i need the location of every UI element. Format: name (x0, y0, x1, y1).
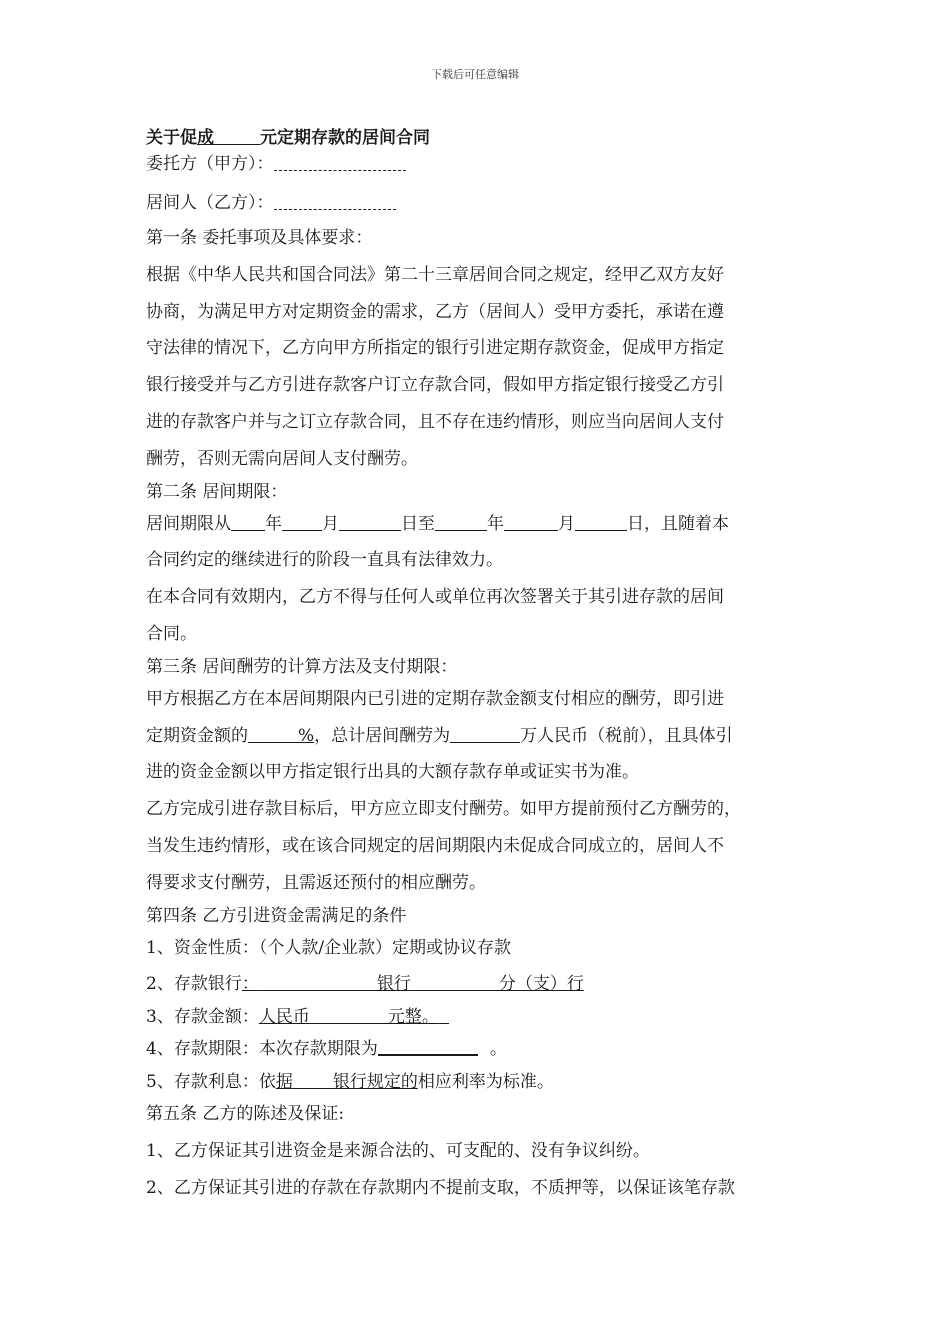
end-month-blank[interactable] (504, 512, 558, 531)
header-note: 下载后可任意编辑 (431, 68, 519, 81)
interest-bank-blank[interactable] (293, 1070, 333, 1089)
paragraph-line: 酬劳，否则无需向居间人支付酬劳。 (146, 448, 418, 469)
period-label: 居间期限从 (146, 513, 231, 534)
interest-according: 据 (275, 1071, 293, 1092)
paragraph-line: 合同约定的继续进行的阶段一直具有法律效力。 (146, 550, 503, 571)
article-3-heading: 第三条 居间酬劳的计算方法及支付期限： (146, 656, 458, 677)
commission-line (146, 718, 808, 755)
currency-label: 万人民币（税前），且具体引 (520, 725, 733, 746)
paragraph-line: 根据《中华人民共和国合同法》第二十三章居间合同之规定，经甲乙双方友好 (146, 264, 724, 285)
paragraph-line: 甲方根据乙方在本居间期限内已引进的定期存款金额支付相应的酬劳，即引进 (146, 688, 724, 709)
party-a-line (146, 150, 808, 178)
paragraph-line: 协商，为满足甲方对定期资金的需求，乙方（居间人）受甲方委托，承诺在遵 (146, 301, 724, 322)
end-year-blank[interactable] (435, 512, 487, 531)
interest-label: 5、存款利息：依 (146, 1071, 276, 1092)
percent-sign: % (298, 725, 315, 746)
bank-label: 2、存款银行 (146, 974, 242, 995)
article-1-heading: 第一条 委托事项及具体要求： (146, 228, 373, 248)
article-4-heading: 第四条 乙方引进资金需满足的条件 (146, 905, 407, 926)
interest-line (146, 1068, 808, 1096)
paragraph-line: 进的存款客户并与之订立存款合同，且不存在违约情形，则应当向居间人支付 (146, 411, 724, 432)
month-label: 月 (322, 513, 339, 534)
percent-blank[interactable] (248, 724, 298, 743)
paragraph-line: 乙方完成引进存款目标后，甲方应立即支付酬劳。如甲方提前预付乙方酬劳的， (146, 799, 741, 820)
amount-label: 3、存款金额： (146, 1007, 259, 1028)
amount-tail-blank (439, 1005, 449, 1024)
party-b-blank[interactable] (274, 191, 396, 210)
term-line (146, 1031, 808, 1068)
period-line (146, 506, 808, 543)
bank-suffix: 银行 (376, 974, 411, 995)
paragraph-line: 当发生违约情形，或在该合同规定的居间期限内未促成合同成立的，居间人不 (146, 835, 724, 856)
amount-currency: 人民币 (258, 1007, 310, 1028)
day-to-label: 日至 (401, 513, 435, 534)
party-a-label: 委托方（甲方）： (146, 154, 274, 174)
guarantee-item: 2、乙方保证其引进的存款在存款期内不提前支取，不质押等，以保证该笔存款 (146, 1177, 735, 1198)
interest-standard: 相应利率为标准。 (417, 1071, 554, 1092)
bank-line (146, 966, 808, 1003)
year-label: 年 (487, 513, 504, 534)
commission-label: 定期资金额的 (146, 725, 248, 746)
title-amount-blank[interactable] (214, 126, 260, 145)
party-b-label: 居间人（乙方）： (146, 193, 274, 213)
start-day-blank[interactable] (339, 512, 401, 531)
title-part-underlined: 成 (197, 128, 214, 148)
amount-blank[interactable] (310, 1005, 388, 1024)
branch-suffix: 分（支）行 (498, 974, 584, 995)
total-label: ，总计居间酬劳为 (314, 725, 451, 746)
paragraph-line: 得要求支付酬劳，且需返还预付的相应酬劳。 (146, 872, 486, 893)
party-b-line (146, 178, 808, 220)
article-5-heading: 第五条 乙方的陈述及保证: (146, 1103, 345, 1124)
title-part: 关于促 (146, 128, 197, 148)
paragraph-line: 进的资金金额以甲方指定银行出具的大额存款存单或证实书为准。 (146, 762, 639, 783)
end-day-blank[interactable] (575, 512, 627, 531)
contract-title (146, 126, 808, 150)
branch-blank[interactable] (411, 972, 499, 991)
contract-body (146, 126, 808, 1206)
interest-bank-rule: 银行规定的 (332, 1071, 418, 1092)
party-a-blank[interactable] (274, 152, 406, 171)
total-blank[interactable] (450, 724, 520, 743)
bank-colon: ： (241, 974, 259, 995)
term-blank[interactable] (378, 1036, 478, 1056)
day-label: 日，且随着本 (627, 513, 729, 534)
condition-item: 1、资金性质：（个人款/企业款）定期或协议存款 (146, 937, 512, 958)
paragraph-line: 合同。 (146, 623, 197, 644)
paragraph-line: 在本合同有效期内，乙方不得与任何人或单位再次签署关于其引进存款的居间 (146, 587, 724, 608)
paragraph-line: 银行接受并与乙方引进存款客户订立存款合同，假如甲方指定银行接受乙方引 (146, 375, 724, 396)
bank-name-blank[interactable] (259, 972, 377, 991)
amount-line (146, 1003, 808, 1031)
year-label: 年 (265, 513, 282, 534)
title-part: 元定期存款的居间合同 (260, 128, 430, 148)
term-period: 。 (489, 1039, 507, 1060)
term-label: 4、存款期限：本次存款期限为 (146, 1039, 378, 1060)
guarantee-item: 1、乙方保证其引进资金是来源合法的、可支配的、没有争议纠纷。 (146, 1140, 650, 1161)
paragraph-line: 守法律的情况下，乙方向甲方所指定的银行引进定期存款资金，促成甲方指定 (146, 338, 724, 359)
start-month-blank[interactable] (282, 512, 322, 531)
start-year-blank[interactable] (231, 512, 265, 531)
amount-suffix: 元整。 (387, 1007, 439, 1028)
article-2-heading: 第二条 居间期限： (146, 481, 288, 502)
month-label: 月 (558, 513, 575, 534)
